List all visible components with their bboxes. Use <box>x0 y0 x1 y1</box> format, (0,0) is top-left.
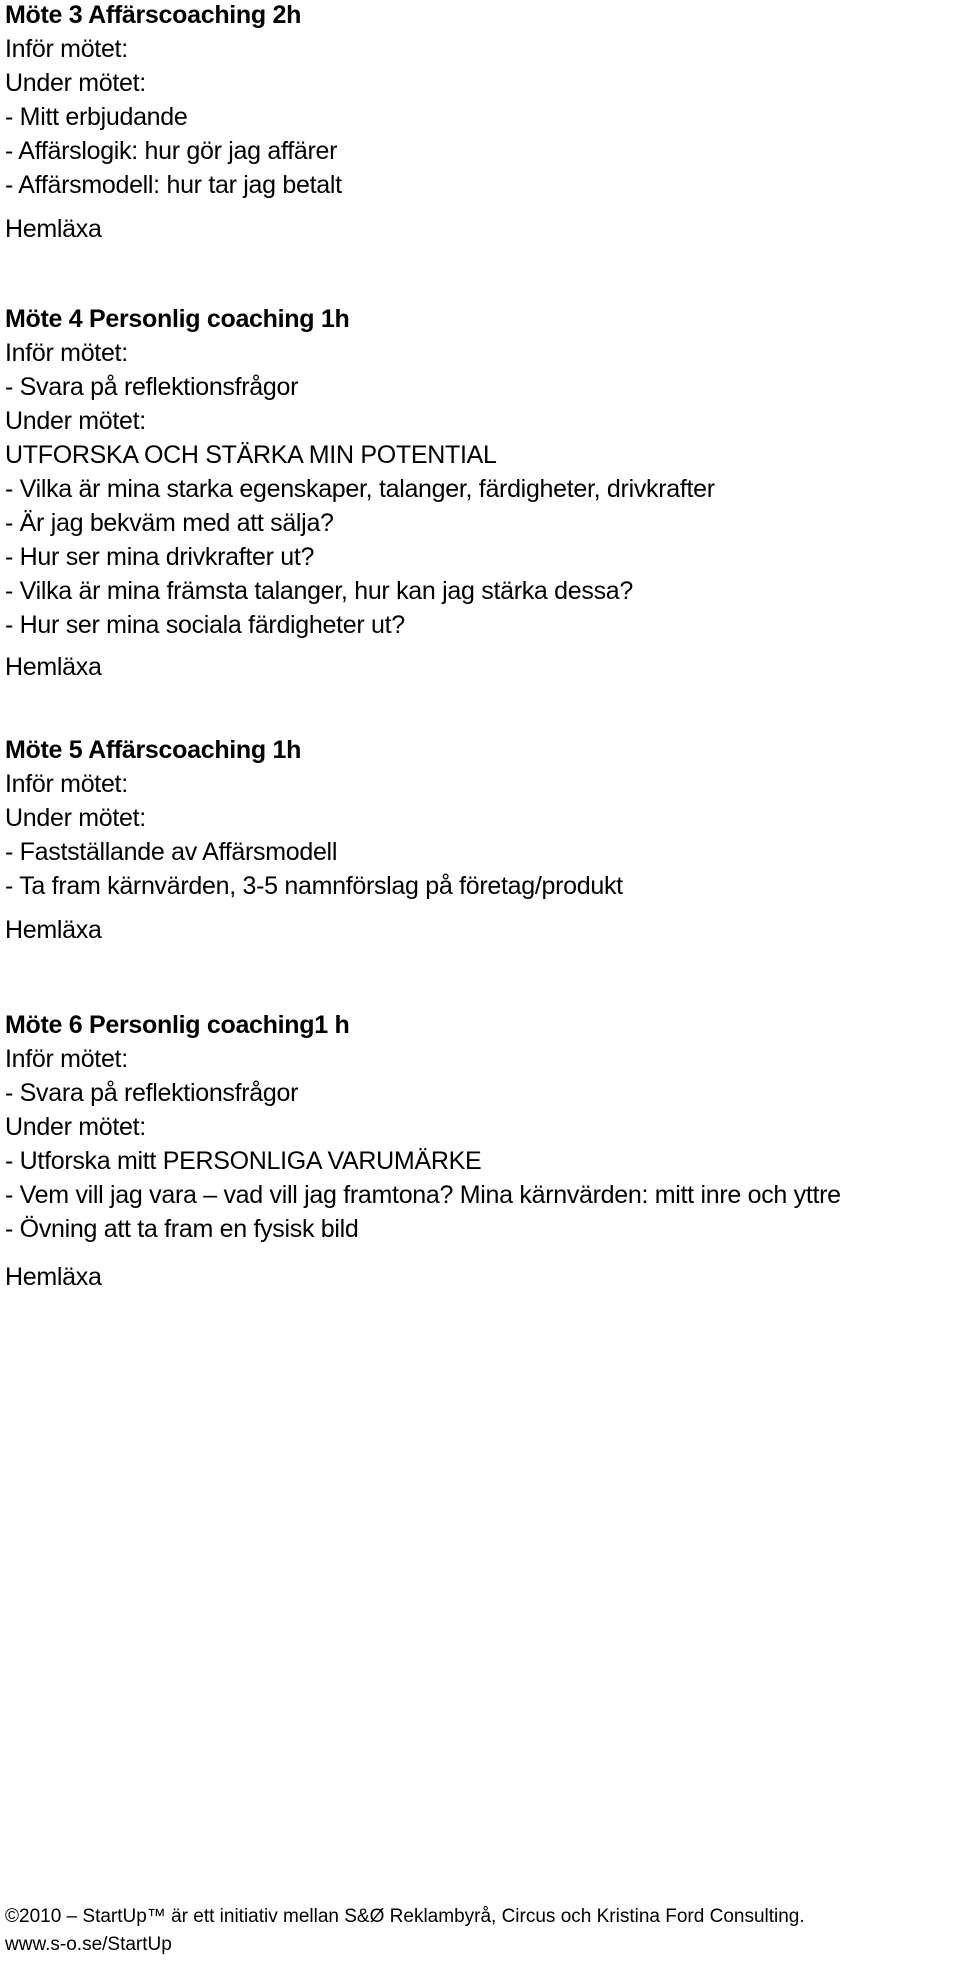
meeting-6-item: - Utforska mitt PERSONLIGA VARUMÄRKE <box>5 1147 482 1175</box>
meeting-4-item: - Vilka är mina främsta talanger, hur kan jag stärka dessa? <box>5 577 633 605</box>
meeting-6-during-label: Under mötet: <box>5 1113 146 1141</box>
meeting-4-item: - Vilka är mina starka egenskaper, talanger, färdigheter, drivkrafter <box>5 475 715 503</box>
footer-url: www.s-o.se/StartUp <box>5 1934 172 1955</box>
meeting-4-during-label: Under mötet: <box>5 407 146 435</box>
meeting-5-during-label: Under mötet: <box>5 804 146 832</box>
meeting-3-item: - Mitt erbjudande <box>5 103 188 131</box>
meeting-3-item: - Affärslogik: hur gör jag affärer <box>5 137 338 165</box>
meeting-6-homework: Hemläxa <box>5 1263 102 1291</box>
meeting-4-item: - Är jag bekväm med att sälja? <box>5 509 334 537</box>
meeting-3-during-label: Under mötet: <box>5 69 146 97</box>
meeting-6-item: - Övning att ta fram en fysisk bild <box>5 1215 359 1243</box>
meeting-5-item: - Ta fram kärnvärden, 3-5 namnförslag på företag/produkt <box>5 872 623 900</box>
meeting-3-before-label: Inför mötet: <box>5 35 128 63</box>
meeting-4-before-item: - Svara på reflektionsfrågor <box>5 373 299 401</box>
meeting-4-title: Möte 4 Personlig coaching 1h <box>5 305 350 333</box>
meeting-5-title: Möte 5 Affärscoaching 1h <box>5 736 302 764</box>
meeting-4-theme: UTFORSKA OCH STÄRKA MIN POTENTIAL <box>5 441 497 469</box>
meeting-4-item: - Hur ser mina drivkrafter ut? <box>5 543 315 571</box>
meeting-5-before-label: Inför mötet: <box>5 770 128 798</box>
footer-copyright: ©2010 – StartUp™ är ett initiativ mellan S&Ø Reklambyrå, Circus och Kristina Ford Consulting. <box>5 1906 805 1927</box>
meeting-3-item: - Affärsmodell: hur tar jag betalt <box>5 171 342 199</box>
meeting-5-item: - Fastställande av Affärsmodell <box>5 838 338 866</box>
meeting-6-before-label: Inför mötet: <box>5 1045 128 1073</box>
meeting-3-homework: Hemläxa <box>5 215 102 243</box>
meeting-4-homework: Hemläxa <box>5 653 102 681</box>
meeting-5-homework: Hemläxa <box>5 916 102 944</box>
meeting-3-title: Möte 3 Affärscoaching 2h <box>5 1 302 29</box>
meeting-6-title: Möte 6 Personlig coaching1 h <box>5 1011 350 1039</box>
meeting-4-item: - Hur ser mina sociala färdigheter ut? <box>5 611 405 639</box>
meeting-6-before-item: - Svara på reflektionsfrågor <box>5 1079 299 1107</box>
meeting-6-item: - Vem vill jag vara – vad vill jag framtona? Mina kärnvärden: mitt inre och yttre <box>5 1181 841 1209</box>
meeting-4-before-label: Inför mötet: <box>5 339 128 367</box>
